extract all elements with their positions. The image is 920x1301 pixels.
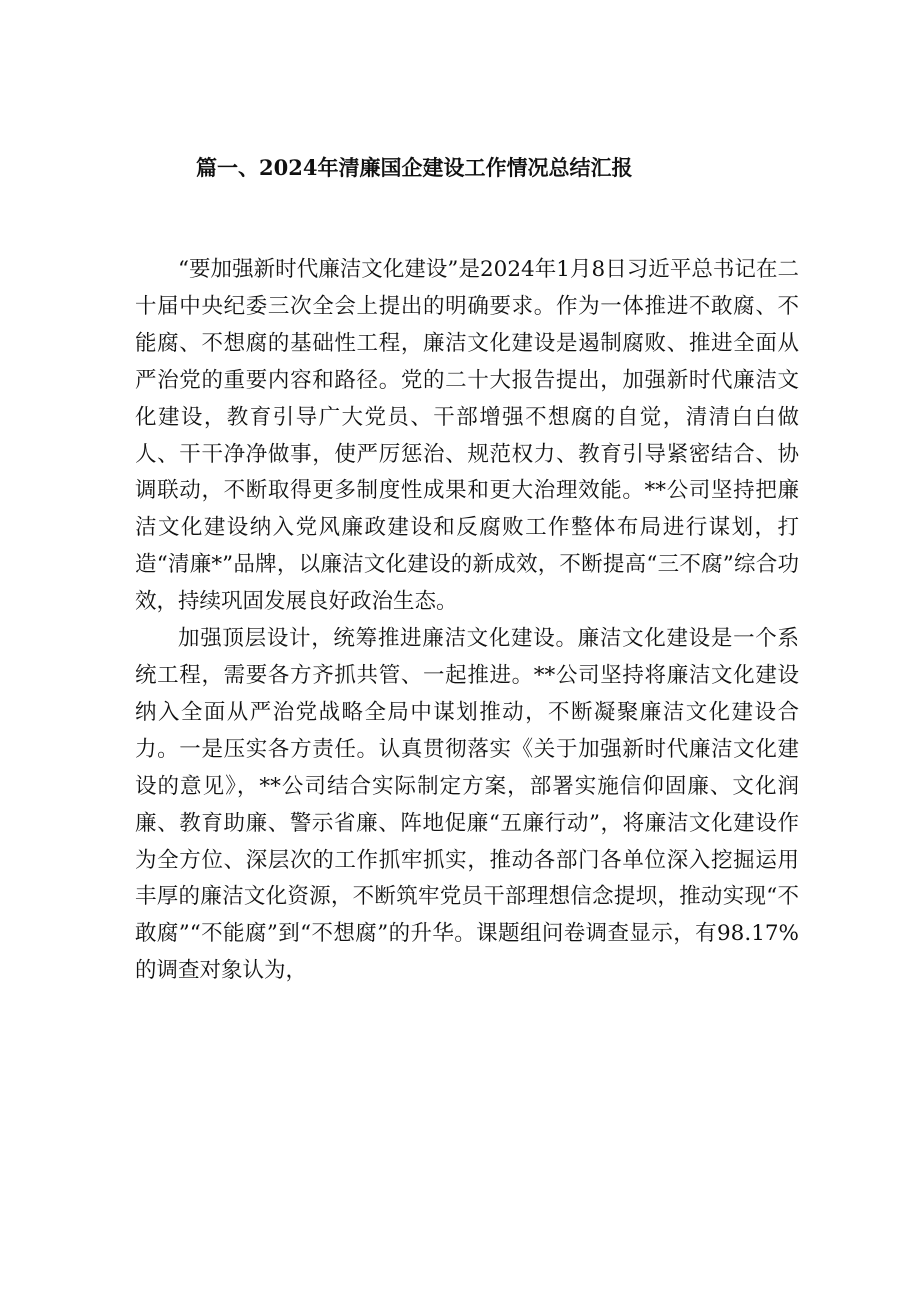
paragraph-top-level-design: 加强顶层设计，统筹推进廉洁文化建设。廉洁文化建设是一个系统工程，需要各方齐抓共管、一起推进。**公司坚持将廉洁文化建设纳入全面从严治党战略全局中谋划推动，不断凝聚廉洁文化建设合力。一是压实各方责任。认真贯彻落实《关于加强新时代廉洁文化建设的意见》，**公司结合实际制定方案，部署实施信仰固廉、文化润廉、教育助廉、警示省廉、阵地促廉“五廉行动”，将廉洁文化建设作为全方位、深层次的工作抓牢抓实，推动各部门各单位深入挖掘运用丰厚的廉洁文化资源，不断筑牢党员干部理想信念提坝，推动实现“不敢腐”“不能腐”到“不想腐”的升华。课题组问卷调查显示，有98.17%的调查对象认为， xyxy=(135,626,799,984)
document-title: 篇一、2024年清廉国企建设工作情况总结汇报 xyxy=(196,155,633,180)
document-body xyxy=(135,252,799,990)
paragraph-intro: “要加强新时代廉洁文化建设”是2024年1月8日习近平总书记在二十届中央纪委三次全会上提出的明确要求。作为一体推进不敢腐、不能腐、不想腐的基础性工程，廉洁文化建设是遏制腐败、推进全面从严治党的重要内容和路径。党的二十大报告提出，加强新时代廉洁文化建设，教育引导广大党员、干部增强不想腐的自觉，清清白白做人、干干净净做事，使严厉惩治、规范权力、教育引导紧密结合、协调联动，不断取得更多制度性成果和更大治理效能。**公司坚持把廉洁文化建设纳入党风廉政建设和反腐败工作整体布局进行谋划，打造“清廉*”品牌，以廉洁文化建设的新成效，不断提高“三不腐”综合功效，持续巩固发展良好政治生态。 xyxy=(135,257,799,615)
